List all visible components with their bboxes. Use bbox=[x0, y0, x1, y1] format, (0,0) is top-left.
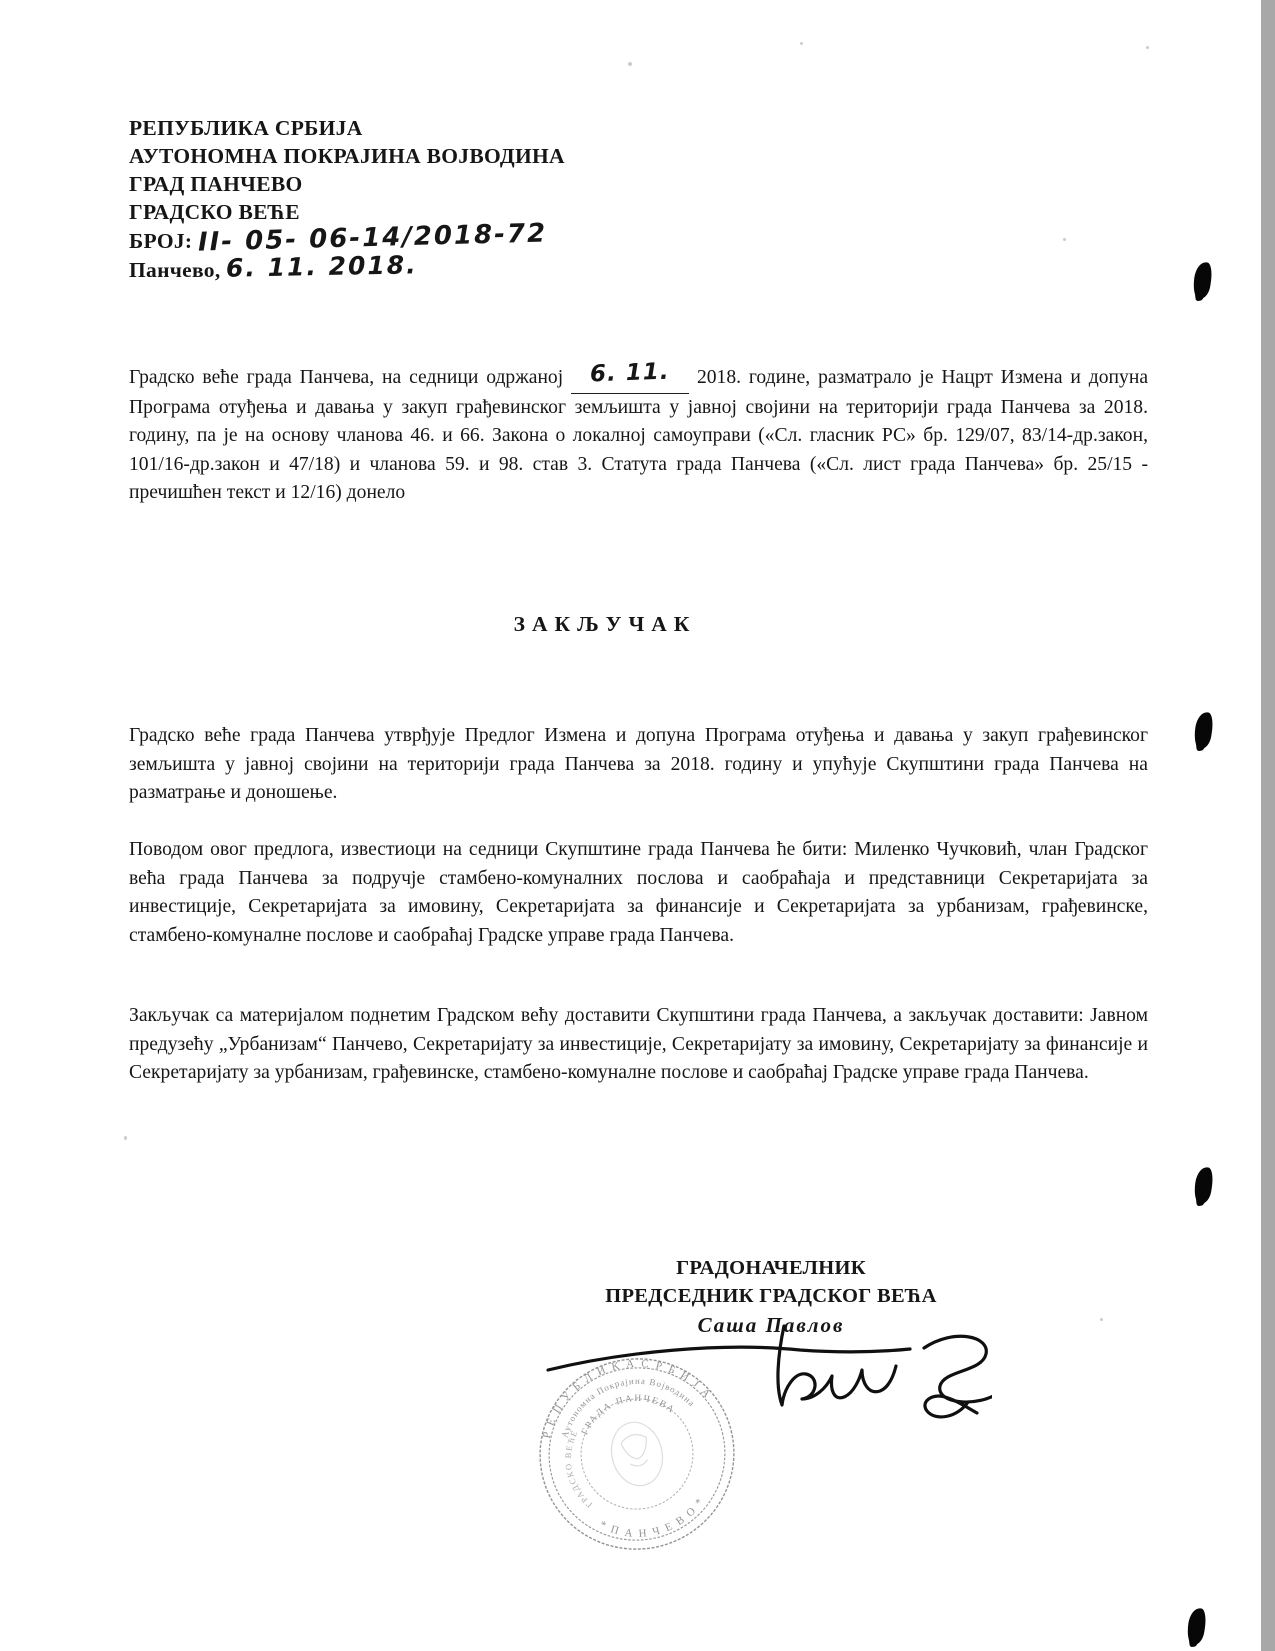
scan-edge-strip bbox=[1261, 0, 1275, 1651]
paragraph-decision: Градско веће града Панчева утврђује Предлог Измена и допуна Програма отуђења и давања у закуп грађевинског земљишта у јавној својини на територији града Панчева за 2018. годину и упућује Скупштини града Панчева на разматрање и доношење. bbox=[129, 725, 1148, 804]
paragraph-intro bbox=[129, 358, 1149, 508]
binding-mark-4 bbox=[1186, 1607, 1208, 1646]
place-date-line bbox=[129, 250, 565, 284]
paragraph-distribution: Закључак са материјалом поднетим Градском већу доставити Скупштини града Панчева, а закључак доставити: Јавном предузећу „Урбанизам“ Панчево, Секретаријату за инвестиције, Секретаријату за имовину, Секретаријату за финансије и Секретаријату за урбанизам, грађевинске, стамбено-комуналне послове и саобраћај Градске управе града Панчева. bbox=[129, 1005, 1148, 1084]
header-line-republic: РЕПУБЛИКА СРБИЈА bbox=[129, 116, 363, 140]
paragraph-intro-before: Градско веће града Панчева, на седници одржаној bbox=[129, 367, 564, 388]
stamp-ring-text-mid: Аутономна Покрајина Војводина bbox=[559, 1375, 698, 1439]
signer-name: Саша Павлов bbox=[697, 1313, 845, 1337]
svg-text:* П А Н Ч Е В О * bbox=[595, 1493, 712, 1551]
stamp-ring-text-outer: Р Е П У Б Л И К А С Р Б И Ј А bbox=[540, 1357, 714, 1440]
signer-title-council-president: ПРЕДСЕДНИК ГРАДСКОГ ВЕЋА bbox=[605, 1285, 937, 1307]
doc-number-handwritten: II- 05- 06-14/2018-72 bbox=[197, 218, 548, 258]
scan-speck bbox=[1100, 1318, 1103, 1321]
header-line-council: ГРАДСКО ВЕЋЕ bbox=[129, 200, 300, 224]
conclusion-heading: ЗАКЉУЧАК bbox=[513, 612, 697, 636]
place-label: Панчево, bbox=[129, 258, 221, 282]
binding-mark-1 bbox=[1192, 261, 1214, 300]
paragraph-intro-after: 2018. године, разматрало је Нацрт Измена и допуна Програма отуђења и давања у закуп грађевинског земљишта у јавној својини на територији града Панчева за 2018. годину, па је на основу чланова 46. и 66. Закона о локалној самоуправи («Сл. гласник РС» бр. 129/07, 83/14-др.закон, 101/16-др.закон и 47/18) и чланова 59. и 98. став 3. Статута града Панчева («Сл. лист града Панчева» бр. 25/15 - пречишћен текст и 12/16) донело bbox=[129, 367, 1149, 504]
paragraph-rapporteurs: Поводом овог предлога, известиоци на седници Скупштине града Панчева ће бити: Миленко Чучковић, члан Градског већа града Панчева за подручје стамбено-комуналних послова и саобраћаја и представници Секретаријата за инвестиције, Секретаријата за имовину, Секретаријата за финансије и Секретаријата за урбанизам, грађевинске, стамбено-комуналне послове и саобраћај Градске управе града Панчева. bbox=[129, 839, 1148, 946]
binding-mark-2 bbox=[1193, 711, 1215, 750]
doc-number-label: БРОЈ: bbox=[129, 229, 193, 253]
session-date-blank bbox=[571, 358, 689, 394]
stamp-side-text: ГРАДСКО ВЕЋЕ bbox=[562, 1427, 595, 1510]
session-date-handwritten: 6. 11. bbox=[589, 358, 671, 388]
svg-text:ГРАДСКО ВЕЋЕ bbox=[554, 1426, 599, 1513]
signature-scribble bbox=[532, 1312, 992, 1427]
signer-title-mayor: ГРАДОНАЧЕЛНИК bbox=[676, 1257, 866, 1279]
date-handwritten: 6. 11. 2018. bbox=[225, 250, 419, 283]
stamp-ring-text-inner: ГРАДА ПАНЧЕВА bbox=[580, 1393, 677, 1437]
document-header bbox=[129, 114, 565, 284]
scan-speck bbox=[1063, 238, 1066, 241]
header-line-province: АУТОНОМНА ПОКРАЈИНА ВОЈВОДИНА bbox=[129, 144, 565, 168]
header-line-city: ГРАД ПАНЧЕВО bbox=[129, 172, 303, 196]
scan-speck bbox=[800, 42, 803, 45]
stamp-ring-text-bottom: * П А Н Ч Е В О * bbox=[597, 1495, 708, 1541]
binding-mark-3 bbox=[1193, 1166, 1215, 1205]
scan-speck bbox=[124, 1136, 127, 1140]
scan-speck bbox=[628, 62, 632, 66]
stamp-coat-of-arms bbox=[605, 1417, 669, 1491]
scan-speck bbox=[1146, 46, 1149, 49]
